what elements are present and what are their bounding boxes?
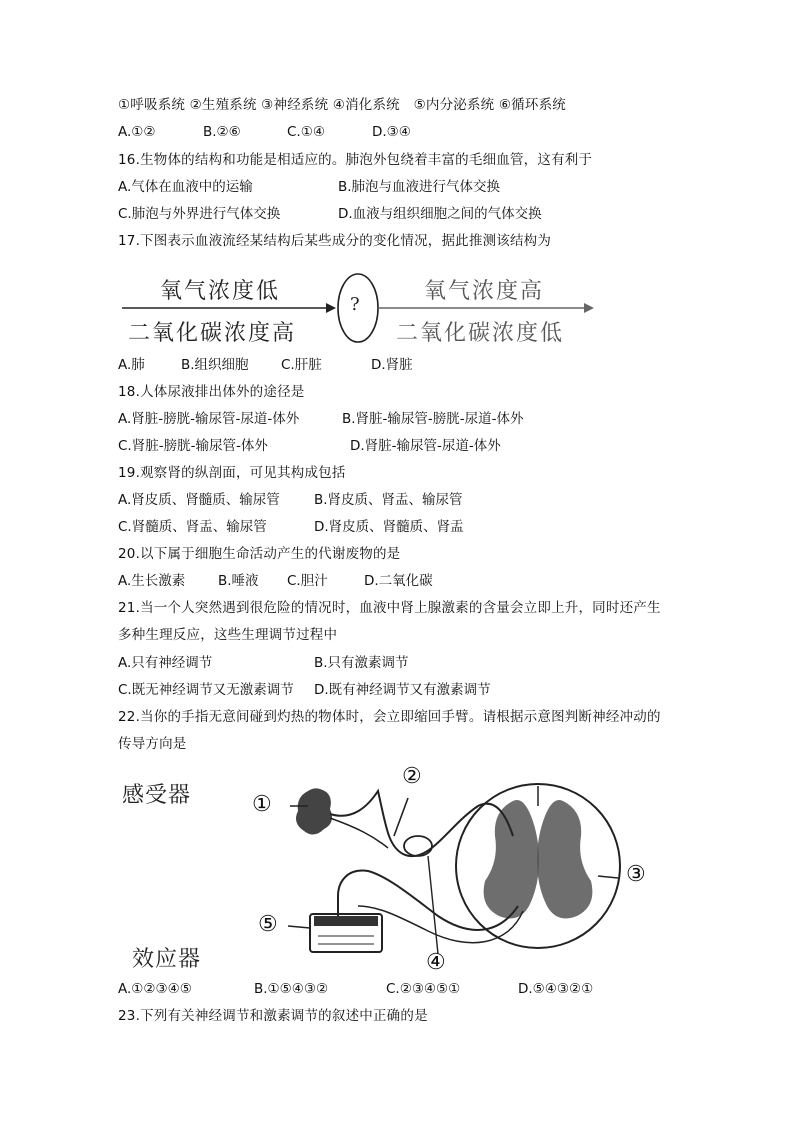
q22-stem-line1: 22.当你的手指无意间碰到灼热的物体时，会立即缩回手臂。请根据示意图判断神经冲动的 — [118, 709, 661, 725]
q20-option-a: A.生长激素 — [118, 573, 186, 589]
effector-label: 效应器 — [132, 947, 202, 972]
q19-option-a: A.肾皮质、肾髓质、输尿管 — [118, 492, 280, 508]
q19-stem: 19.观察肾的纵剖面，可见其构成包括 — [118, 465, 346, 481]
label-3: ③ — [626, 862, 646, 887]
q16-option-d: D.血液与组织细胞之间的气体交换 — [338, 206, 542, 222]
q16-option-b: B.肺泡与血液进行气体交换 — [338, 179, 501, 195]
q22-stem-line2: 传导方向是 — [118, 736, 187, 752]
label-4: ④ — [426, 950, 446, 975]
q19-option-b: B.肾皮质、肾盂、输尿管 — [314, 492, 463, 508]
q21-option-d: D.既有神经调节又有激素调节 — [314, 682, 491, 698]
q22-option-d: D.⑤④③②① — [518, 981, 594, 997]
q18-stem: 18.人体尿液排出体外的途径是 — [118, 384, 305, 400]
q18-option-a: A.肾脏-膀胱-输尿管-尿道-体外 — [118, 411, 300, 427]
q20-stem: 20.以下属于细胞生命活动产生的代谢废物的是 — [118, 546, 401, 562]
q21-option-a: A.只有神经调节 — [118, 655, 213, 671]
label-2: ② — [402, 764, 422, 789]
q16-option-c: C.肺泡与外界进行气体交换 — [118, 206, 281, 222]
q17-right-bottom: 二氧化碳浓度低 — [396, 321, 565, 346]
q15-option-c: C.①④ — [287, 124, 325, 140]
q17-option-d: D.肾脏 — [371, 357, 413, 373]
q16-option-a: A.气体在血液中的运输 — [118, 179, 253, 195]
q19-option-d: D.肾皮质、肾髓质、肾盂 — [314, 519, 464, 535]
q17-right-top: 氧气浓度高 — [424, 279, 545, 304]
q22-option-c: C.②③④⑤① — [386, 981, 461, 997]
q18-option-c: C.肾脏-膀胱-输尿管-体外 — [118, 438, 268, 454]
q21-option-c: C.既无神经调节又无激素调节 — [118, 682, 294, 698]
q15-option-a: A.①② — [118, 124, 156, 140]
q18-option-d: D.肾脏-输尿管-尿道-体外 — [350, 438, 501, 454]
q21-stem-line1: 21.当一个人突然遇到很危险的情况时，血液中肾上腺激素的含量会立即上升，同时还产生 — [118, 600, 661, 616]
q17-left-top: 氧气浓度低 — [160, 279, 281, 304]
q22-option-a: A.①②③④⑤ — [118, 981, 192, 997]
q19-option-c: C.肾髓质、肾盂、输尿管 — [118, 519, 267, 535]
q15-option-d: D.③④ — [372, 124, 411, 140]
q17-left-bottom: 二氧化碳浓度高 — [128, 321, 297, 346]
q17-center-mark: ? — [350, 294, 360, 315]
q17-option-b: B.组织细胞 — [181, 357, 249, 373]
q21-stem-line2: 多种生理反应，这些生理调节过程中 — [118, 627, 338, 643]
q16-stem: 16.生物体的结构和功能是相适应的。肺泡外包绕着丰富的毛细血管，这有利于 — [118, 152, 593, 168]
q15-systems: ①呼吸系统 ②生殖系统 ③神经系统 ④消化系统 ⑤内分泌系统 ⑥循环系统 — [118, 97, 566, 113]
label-5: ⑤ — [258, 912, 278, 937]
q23-stem: 23.下列有关神经调节和激素调节的叙述中正确的是 — [118, 1008, 428, 1024]
q17-option-a: A.肺 — [118, 357, 145, 373]
q21-option-b: B.只有激素调节 — [314, 655, 409, 671]
q20-option-b: B.唾液 — [218, 573, 259, 589]
q20-option-d: D.二氧化碳 — [364, 573, 433, 589]
q17-option-c: C.肝脏 — [281, 357, 322, 373]
receptor-label: 感受器 — [122, 783, 192, 808]
label-1: ① — [252, 792, 272, 817]
q17-figure — [118, 266, 596, 350]
q22-reflex-arc-figure — [118, 766, 668, 976]
q20-option-c: C.胆汁 — [287, 573, 328, 589]
q17-stem: 17.下图表示血液流经某结构后某些成分的变化情况，据此推测该结构为 — [118, 233, 552, 249]
q18-option-b: B.肾脏-输尿管-膀胱-尿道-体外 — [342, 411, 524, 427]
q22-option-b: B.①⑤④③② — [254, 981, 329, 997]
q15-option-b: B.②⑥ — [203, 124, 241, 140]
